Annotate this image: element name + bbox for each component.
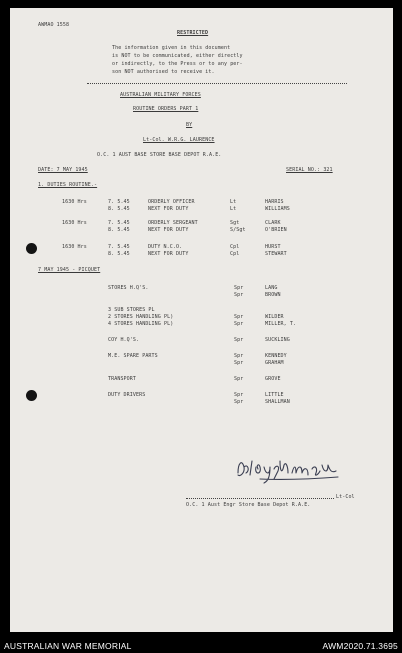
duty-name: HARRIS xyxy=(265,199,284,205)
picquet-name: LITTLE xyxy=(265,392,284,398)
duty-rank: Cpl xyxy=(230,244,240,250)
serial-line: SERIAL NO.: 321 xyxy=(286,167,333,173)
picquet-name: LANG xyxy=(265,285,278,291)
duty-role: ORDERLY OFFICER xyxy=(148,199,195,205)
duty-role: NEXT FOR DUTY xyxy=(148,227,189,233)
notice-line-4: son NOT authorised to receive it. xyxy=(112,69,215,75)
picquet-name: MILLER, T. xyxy=(265,321,297,327)
picquet-name: GROVE xyxy=(265,376,281,382)
punch-hole-bottom xyxy=(26,390,37,401)
date-line: DATE: 7 MAY 1945 xyxy=(38,167,88,173)
picquet-name: SHALLMAN xyxy=(265,399,290,405)
duty-date: 7. 5.45 xyxy=(108,220,130,226)
picquet-rank: Spr xyxy=(234,376,244,382)
picquet-post: DUTY DRIVERS xyxy=(108,392,146,398)
picquet-name: BROWN xyxy=(265,292,281,298)
picquet-post: TRANSPORT xyxy=(108,376,136,382)
picquet-name: KENNEDY xyxy=(265,353,287,359)
picquet-rank: Spr xyxy=(234,360,244,366)
picquet-post: 3 SUB STORES PL xyxy=(108,307,155,313)
document-ref: AWMAO 1558 xyxy=(38,22,70,28)
officer-name: Lt-Col. W.R.G. LAURENCE xyxy=(143,137,215,143)
picquet-rank: Spr xyxy=(234,314,244,320)
document-page xyxy=(10,8,393,632)
picquet-post: 2 STORES HANDLING PL) xyxy=(108,314,174,320)
picquet-rank: Spr xyxy=(234,399,244,405)
duty-rank: Lt xyxy=(230,199,237,205)
duty-role: DUTY N.C.O. xyxy=(148,244,183,250)
duty-rank: Lt xyxy=(230,206,237,212)
duty-date: 8. 5.45 xyxy=(108,206,130,212)
notice-line-3: or indirectly, to the Press or to any per- xyxy=(112,61,243,67)
section-picquet: 7 MAY 1945 - PICQUET xyxy=(38,267,101,273)
picquet-name: WILDER xyxy=(265,314,284,320)
unit-name: O.C. 1 AUST BASE STORE BASE DEPOT R.A.E. xyxy=(97,152,222,158)
duty-time: 1630 Hrs xyxy=(62,244,87,250)
duty-time: 1630 Hrs xyxy=(62,199,87,205)
divider xyxy=(87,83,347,84)
picquet-rank: Spr xyxy=(234,392,244,398)
duty-name: CLARK xyxy=(265,220,281,226)
duty-role: ORDERLY SERGEANT xyxy=(148,220,198,226)
picquet-post: STORES H.Q'S. xyxy=(108,285,149,291)
duty-role: NEXT FOR DUTY xyxy=(148,206,189,212)
duty-rank: Sgt xyxy=(230,220,240,226)
duty-time: 1630 Hrs xyxy=(62,220,87,226)
orders-title: ROUTINE ORDERS PART 1 xyxy=(133,106,199,112)
notice-line-1: The information given in this document xyxy=(112,45,231,51)
duty-name: O'BRIEN xyxy=(265,227,287,233)
force-title: AUSTRALIAN MILITARY FORCES xyxy=(120,92,201,98)
by-label: BY xyxy=(186,122,193,128)
picquet-name: SUCKLING xyxy=(265,337,290,343)
classification: RESTRICTED xyxy=(177,30,209,36)
duty-name: HURST xyxy=(265,244,281,250)
duty-rank: Cpl xyxy=(230,251,240,257)
picquet-post: 4 STORES HANDLING PL) xyxy=(108,321,174,327)
duty-role: NEXT FOR DUTY xyxy=(148,251,189,257)
picquet-rank: Spr xyxy=(234,285,244,291)
duty-date: 8. 5.45 xyxy=(108,227,130,233)
duty-date: 8. 5.45 xyxy=(108,251,130,257)
duty-name: WILLIAMS xyxy=(265,206,290,212)
duty-rank: S/Sgt xyxy=(230,227,246,233)
footer-credit: AUSTRALIAN WAR MEMORIAL xyxy=(4,641,132,651)
section-duties: 1. DUTIES ROUTINE.- xyxy=(38,182,98,188)
handwritten-signature xyxy=(232,453,344,487)
signature-rank: Lt-Col xyxy=(336,494,355,500)
signature-line xyxy=(186,498,334,499)
picquet-name: GRAHAM xyxy=(265,360,284,366)
picquet-rank: Spr xyxy=(234,292,244,298)
punch-hole-top xyxy=(26,243,37,254)
duty-date: 7. 5.45 xyxy=(108,199,130,205)
signature-unit: O.C. 1 Aust Engr Store Base Depot R.A.E. xyxy=(186,502,311,508)
picquet-rank: Spr xyxy=(234,337,244,343)
picquet-rank: Spr xyxy=(234,353,244,359)
duty-date: 7. 5.45 xyxy=(108,244,130,250)
picquet-post: M.E. SPARE PARTS xyxy=(108,353,158,359)
duty-name: STEWART xyxy=(265,251,287,257)
notice-line-2: is NOT to be communicated, either directly xyxy=(112,53,243,59)
picquet-post: COY H.Q'S. xyxy=(108,337,140,343)
footer-accession: AWM2020.71.3695 xyxy=(322,641,398,651)
picquet-rank: Spr xyxy=(234,321,244,327)
